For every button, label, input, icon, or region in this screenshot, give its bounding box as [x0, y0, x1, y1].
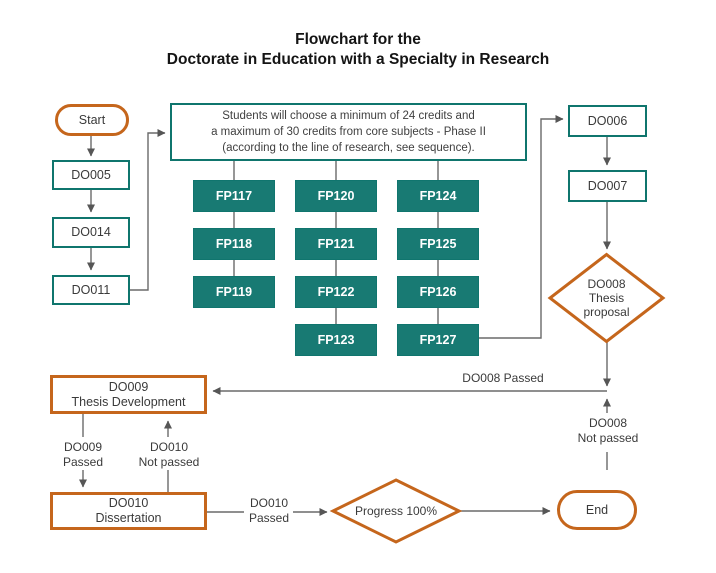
do010-passed-line-1: DO010 — [249, 496, 289, 510]
node-fp126: FP126 — [397, 276, 479, 308]
node-fp120: FP120 — [295, 180, 377, 212]
do010-not-passed-line-1: DO010 — [149, 440, 189, 454]
do008-line-1: DO008 — [587, 277, 626, 291]
node-fp122: FP122 — [295, 276, 377, 308]
do010-line-1: DO010 — [108, 496, 149, 510]
node-do014: DO014 — [52, 217, 130, 248]
node-progress-100 — [333, 497, 459, 525]
node-end: End — [557, 490, 637, 530]
do008-line-3: proposal — [583, 305, 630, 319]
credits-note-line-3: (according to the line of research, see sequence). — [222, 142, 475, 154]
edge-label-do008-not-passed — [569, 416, 647, 446]
do010-passed-line-2: Passed — [248, 511, 290, 525]
credits-note-box — [170, 103, 527, 161]
edge-label-do010-not-passed — [133, 440, 205, 470]
node-do011: DO011 — [52, 275, 130, 305]
do010-line-2: Dissertation — [95, 511, 162, 525]
node-fp121: FP121 — [295, 228, 377, 260]
do008-line-2: Thesis — [588, 291, 625, 305]
node-do006: DO006 — [568, 105, 647, 137]
node-fp118: FP118 — [193, 228, 275, 260]
edge-label-do008-passed: DO008 Passed — [443, 371, 563, 386]
credits-note-line-2: a maximum of 30 credits from core subjects - Phase II — [211, 126, 486, 138]
do010-not-passed-line-2: Not passed — [138, 455, 200, 469]
node-fp119: FP119 — [193, 276, 275, 308]
node-do005: DO005 — [52, 160, 130, 190]
do008-not-passed-line-2: Not passed — [577, 431, 639, 445]
node-do008-thesis-proposal — [550, 275, 663, 321]
edge-label-do010-passed — [246, 496, 292, 526]
node-do007: DO007 — [568, 170, 647, 202]
page-title — [0, 30, 716, 70]
do009-line-1: DO009 — [108, 379, 149, 394]
node-fp117: FP117 — [193, 180, 275, 212]
node-fp125: FP125 — [397, 228, 479, 260]
do008-not-passed-line-1: DO008 — [588, 416, 628, 430]
node-do009-thesis-development — [50, 375, 207, 414]
do009-passed-line-2: Passed — [62, 455, 104, 469]
node-fp124: FP124 — [397, 180, 479, 212]
progress-label: Progress 100% — [354, 504, 438, 518]
do009-passed-line-1: DO009 — [63, 440, 103, 454]
credits-note-line-1: Students will choose a minimum of 24 credits and — [222, 110, 475, 122]
node-fp127: FP127 — [397, 324, 479, 356]
title-line-2: Doctorate in Education with a Specialty in Research — [166, 51, 550, 68]
title-line-1: Flowchart for the — [295, 31, 421, 48]
do009-line-2: Thesis Development — [71, 394, 186, 409]
node-fp123: FP123 — [295, 324, 377, 356]
node-start: Start — [55, 104, 129, 136]
node-do010-dissertation — [50, 492, 207, 530]
edge-label-do009-passed — [56, 440, 110, 470]
